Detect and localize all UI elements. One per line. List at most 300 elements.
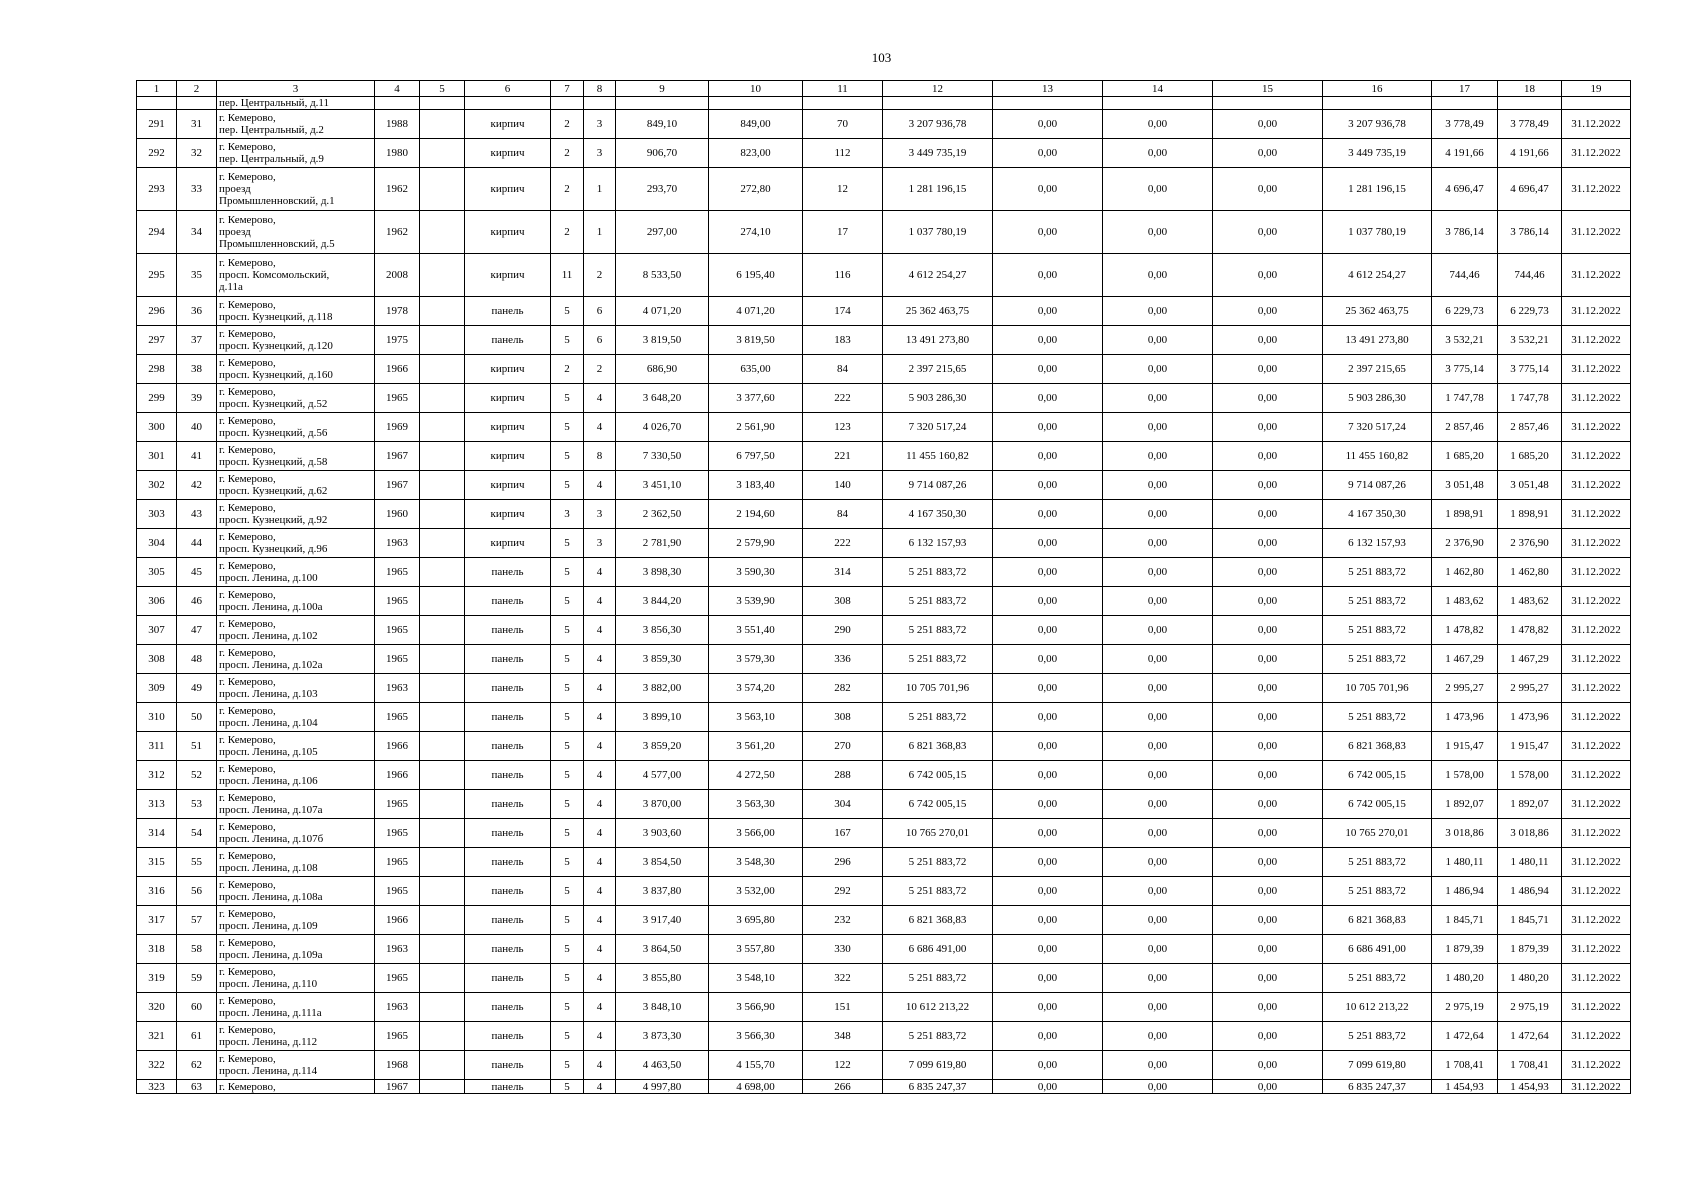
cell [177,97,217,110]
row-number-cell: 306 [137,587,177,616]
unit-cost-cell: 1 473,96 [1498,703,1562,732]
row-number-cell: 291 [137,110,177,139]
material-cell: панель [465,645,551,674]
address-line: г. Кемерово, [219,141,276,153]
floors-cell: 5 [551,1022,584,1051]
row-number-cell: 298 [137,355,177,384]
item-number-cell: 48 [177,645,217,674]
empty-cell [420,110,465,139]
total-cost-cell: 7 099 619,80 [883,1051,993,1080]
cost-cell: 0,00 [1103,413,1213,442]
cost-cell: 0,00 [993,819,1103,848]
table-row [137,500,1631,529]
table-row [137,906,1631,935]
living-area-cell: 3 566,00 [709,819,803,848]
cost-cell: 0,00 [1213,674,1323,703]
living-area-cell: 3 563,10 [709,703,803,732]
unit-cost-cell: 4 191,66 [1432,139,1498,168]
address-cell [217,1080,375,1094]
unit-cost-cell: 1 486,94 [1432,877,1498,906]
cost-cell: 0,00 [993,384,1103,413]
total-cost-cell: 10 705 701,96 [883,674,993,703]
cost-cell: 7 099 619,80 [1323,1051,1432,1080]
total-cost-cell: 5 251 883,72 [883,645,993,674]
living-area-cell: 3 561,20 [709,732,803,761]
entrances-cell: 3 [584,110,616,139]
residents-cell: 12 [803,168,883,211]
item-number-cell: 54 [177,819,217,848]
table-row [137,110,1631,139]
address-line: г. Кемерово, [219,299,276,311]
residents-cell: 304 [803,790,883,819]
date-cell: 31.12.2022 [1562,761,1631,790]
date-cell: 31.12.2022 [1562,529,1631,558]
living-area-cell: 6 195,40 [709,254,803,297]
table-row [137,674,1631,703]
total-cost-cell: 5 251 883,72 [883,587,993,616]
address-cell [217,819,375,848]
cost-cell: 0,00 [1103,732,1213,761]
address-cell [217,616,375,645]
empty-cell [420,587,465,616]
cost-cell: 0,00 [993,674,1103,703]
entrances-cell: 8 [584,442,616,471]
cost-cell: 6 742 005,15 [1323,790,1432,819]
address-line: просп. Ленина, д.108а [219,891,323,903]
cost-cell: 0,00 [993,732,1103,761]
row-number-cell: 295 [137,254,177,297]
address-cell [217,355,375,384]
date-cell: 31.12.2022 [1562,616,1631,645]
total-area-cell: 3 648,20 [616,384,709,413]
unit-cost-cell: 1 898,91 [1432,500,1498,529]
unit-cost-cell: 3 018,86 [1498,819,1562,848]
table-row [137,384,1631,413]
cost-cell: 5 251 883,72 [1323,1022,1432,1051]
row-number-cell: 320 [137,993,177,1022]
total-area-cell: 4 463,50 [616,1051,709,1080]
year-cell: 1965 [375,384,420,413]
floors-cell: 2 [551,355,584,384]
floors-cell: 5 [551,587,584,616]
cost-cell: 0,00 [993,168,1103,211]
living-area-cell: 849,00 [709,110,803,139]
cost-cell: 0,00 [1103,297,1213,326]
cost-cell: 0,00 [993,139,1103,168]
table-row [137,139,1631,168]
empty-cell [420,645,465,674]
item-number-cell: 35 [177,254,217,297]
cost-cell: 0,00 [993,790,1103,819]
total-cost-cell: 6 821 368,83 [883,906,993,935]
unit-cost-cell: 1 915,47 [1432,732,1498,761]
date-cell: 31.12.2022 [1562,819,1631,848]
table-row [137,732,1631,761]
cell [465,97,551,110]
year-cell: 1962 [375,211,420,254]
address-cell [217,471,375,500]
cost-cell: 0,00 [1103,616,1213,645]
item-number-cell: 56 [177,877,217,906]
unit-cost-cell: 1 472,64 [1498,1022,1562,1051]
empty-cell [420,254,465,297]
cost-cell: 7 320 517,24 [1323,413,1432,442]
cost-cell: 0,00 [993,935,1103,964]
floors-cell: 5 [551,819,584,848]
unit-cost-cell: 3 775,14 [1432,355,1498,384]
cost-cell: 0,00 [1213,616,1323,645]
material-cell: панель [465,993,551,1022]
table-row [137,1022,1631,1051]
cost-cell: 5 251 883,72 [1323,877,1432,906]
date-cell: 31.12.2022 [1562,442,1631,471]
unit-cost-cell: 1 747,78 [1498,384,1562,413]
cost-cell: 0,00 [993,297,1103,326]
cost-cell: 0,00 [1213,790,1323,819]
cost-cell: 0,00 [1213,1051,1323,1080]
address-line: просп. Комсомольский, [219,269,330,281]
year-cell: 1960 [375,500,420,529]
address-line: г. Кемерово, [219,1080,276,1093]
cost-cell: 0,00 [1213,819,1323,848]
floors-cell: 5 [551,1080,584,1094]
cost-cell: 4 612 254,27 [1323,254,1432,297]
cost-cell: 0,00 [1213,168,1323,211]
unit-cost-cell: 1 747,78 [1432,384,1498,413]
row-number-cell: 300 [137,413,177,442]
unit-cost-cell: 1 578,00 [1498,761,1562,790]
address-line: г. Кемерово, [219,386,276,398]
total-cost-cell: 6 132 157,93 [883,529,993,558]
table-row [137,326,1631,355]
row-number-cell: 303 [137,500,177,529]
address-line: просп. Ленина, д.114 [219,1065,318,1077]
address-cell [217,645,375,674]
row-number-cell: 299 [137,384,177,413]
year-cell: 1968 [375,1051,420,1080]
cost-cell: 25 362 463,75 [1323,297,1432,326]
living-area-cell: 3 566,30 [709,1022,803,1051]
unit-cost-cell: 3 775,14 [1498,355,1562,384]
living-area-cell: 2 561,90 [709,413,803,442]
cost-cell: 0,00 [1103,1022,1213,1051]
entrances-cell: 1 [584,168,616,211]
date-cell: 31.12.2022 [1562,645,1631,674]
material-cell: кирпич [465,139,551,168]
empty-cell [420,442,465,471]
total-area-cell: 4 997,80 [616,1080,709,1094]
address-line: проезд [219,183,251,195]
cost-cell: 0,00 [1213,442,1323,471]
cost-cell: 0,00 [993,211,1103,254]
column-number-header: 15 [1213,81,1323,97]
unit-cost-cell: 3 786,14 [1498,211,1562,254]
year-cell: 1965 [375,1022,420,1051]
year-cell: 1965 [375,790,420,819]
floors-cell: 5 [551,384,584,413]
item-number-cell: 49 [177,674,217,703]
unit-cost-cell: 1 685,20 [1498,442,1562,471]
residents-cell: 123 [803,413,883,442]
entrances-cell: 4 [584,413,616,442]
total-cost-cell: 10 765 270,01 [883,819,993,848]
entrances-cell: 4 [584,935,616,964]
cost-cell: 0,00 [1213,906,1323,935]
residents-cell: 70 [803,110,883,139]
year-cell: 1965 [375,645,420,674]
material-cell: кирпич [465,500,551,529]
empty-cell [420,471,465,500]
cost-cell: 0,00 [1213,384,1323,413]
address-line: г. Кемерово, [219,676,276,688]
unit-cost-cell: 3 051,48 [1432,471,1498,500]
material-cell: панель [465,616,551,645]
address-cell [217,168,375,211]
material-cell: панель [465,964,551,993]
cost-cell: 1 037 780,19 [1323,211,1432,254]
total-cost-cell: 6 821 368,83 [883,732,993,761]
address-line: г. Кемерово, [219,763,276,775]
table-row [137,297,1631,326]
floors-cell: 5 [551,558,584,587]
address-line: просп. Ленина, д.102а [219,659,323,671]
empty-cell [420,935,465,964]
residents-cell: 288 [803,761,883,790]
residents-cell: 290 [803,616,883,645]
material-cell: кирпич [465,442,551,471]
address-line: г. Кемерово, [219,257,276,269]
table-row [137,877,1631,906]
floors-cell: 5 [551,790,584,819]
address-line: г. Кемерово, [219,937,276,949]
total-area-cell: 3 837,80 [616,877,709,906]
empty-cell [420,297,465,326]
empty-cell [420,993,465,1022]
total-area-cell: 3 451,10 [616,471,709,500]
total-area-cell: 3 870,00 [616,790,709,819]
cost-cell: 0,00 [993,355,1103,384]
total-area-cell: 3 855,80 [616,964,709,993]
unit-cost-cell: 2 857,46 [1432,413,1498,442]
item-number-cell: 32 [177,139,217,168]
year-cell: 2008 [375,254,420,297]
residents-cell: 122 [803,1051,883,1080]
row-number-cell: 323 [137,1080,177,1094]
year-cell: 1963 [375,529,420,558]
material-cell: кирпич [465,529,551,558]
material-cell: кирпич [465,110,551,139]
date-cell: 31.12.2022 [1562,906,1631,935]
total-cost-cell: 13 491 273,80 [883,326,993,355]
item-number-cell: 50 [177,703,217,732]
cost-cell: 5 251 883,72 [1323,587,1432,616]
year-cell: 1963 [375,674,420,703]
page-number: 103 [871,50,892,65]
date-cell: 31.12.2022 [1562,471,1631,500]
cell [616,97,709,110]
column-number-header: 18 [1498,81,1562,97]
living-area-cell: 635,00 [709,355,803,384]
address-line: г. Кемерово, [219,589,276,601]
total-area-cell: 8 533,50 [616,254,709,297]
cost-cell: 13 491 273,80 [1323,326,1432,355]
table-row [137,254,1631,297]
date-cell: 31.12.2022 [1562,297,1631,326]
total-cost-cell: 6 686 491,00 [883,935,993,964]
empty-cell [420,529,465,558]
year-cell: 1965 [375,703,420,732]
table-row [137,645,1631,674]
unit-cost-cell: 1 480,20 [1432,964,1498,993]
cost-cell: 0,00 [993,1080,1103,1094]
empty-cell [420,139,465,168]
unit-cost-cell: 2 376,90 [1498,529,1562,558]
cost-cell: 0,00 [1213,297,1323,326]
unit-cost-cell: 1 483,62 [1432,587,1498,616]
item-number-cell: 60 [177,993,217,1022]
item-number-cell: 38 [177,355,217,384]
cost-cell: 0,00 [1213,848,1323,877]
cost-cell: 5 903 286,30 [1323,384,1432,413]
cost-cell: 0,00 [1213,935,1323,964]
cost-cell: 0,00 [1103,906,1213,935]
address-line: г. Кемерово, [219,908,276,920]
address-line: г. Кемерово, [219,444,276,456]
column-number-header: 2 [177,81,217,97]
total-cost-cell: 5 251 883,72 [883,558,993,587]
living-area-cell: 3 548,30 [709,848,803,877]
total-cost-cell: 25 362 463,75 [883,297,993,326]
empty-cell [420,674,465,703]
material-cell: кирпич [465,355,551,384]
unit-cost-cell: 1 879,39 [1432,935,1498,964]
entrances-cell: 4 [584,993,616,1022]
cost-cell: 6 132 157,93 [1323,529,1432,558]
material-cell: кирпич [465,211,551,254]
address-cell [217,110,375,139]
cost-cell: 2 397 215,65 [1323,355,1432,384]
column-number-header: 13 [993,81,1103,97]
material-cell: панель [465,1051,551,1080]
unit-cost-cell: 4 191,66 [1498,139,1562,168]
unit-cost-cell: 1 708,41 [1432,1051,1498,1080]
year-cell: 1962 [375,168,420,211]
cost-cell: 0,00 [1103,761,1213,790]
date-cell: 31.12.2022 [1562,211,1631,254]
residents-cell: 282 [803,674,883,703]
item-number-cell: 45 [177,558,217,587]
cost-cell: 5 251 883,72 [1323,645,1432,674]
column-number-header: 12 [883,81,993,97]
unit-cost-cell: 4 696,47 [1432,168,1498,211]
unit-cost-cell: 2 995,27 [1498,674,1562,703]
cost-cell: 0,00 [993,848,1103,877]
entrances-cell: 2 [584,355,616,384]
residents-cell: 167 [803,819,883,848]
item-number-cell: 61 [177,1022,217,1051]
address-cell [217,848,375,877]
year-cell: 1967 [375,471,420,500]
living-area-cell: 6 797,50 [709,442,803,471]
entrances-cell: 4 [584,674,616,703]
cost-cell: 6 821 368,83 [1323,906,1432,935]
total-area-cell: 7 330,50 [616,442,709,471]
floors-cell: 5 [551,471,584,500]
residents-cell: 322 [803,964,883,993]
item-number-cell: 52 [177,761,217,790]
unit-cost-cell: 1 480,20 [1498,964,1562,993]
living-area-cell: 3 532,00 [709,877,803,906]
empty-cell [420,964,465,993]
total-area-cell: 2 362,50 [616,500,709,529]
residents-cell: 232 [803,906,883,935]
table-row [137,355,1631,384]
cell [1213,97,1323,110]
item-number-cell: 62 [177,1051,217,1080]
unit-cost-cell: 1 845,71 [1432,906,1498,935]
cell [1498,97,1562,110]
total-area-cell: 849,10 [616,110,709,139]
cost-cell: 0,00 [1103,110,1213,139]
address-cell [217,993,375,1022]
unit-cost-cell: 1 480,11 [1432,848,1498,877]
year-cell: 1965 [375,877,420,906]
total-cost-cell: 2 397 215,65 [883,355,993,384]
empty-cell [420,500,465,529]
item-number-cell: 51 [177,732,217,761]
row-number-cell: 305 [137,558,177,587]
material-cell: панель [465,790,551,819]
unit-cost-cell: 1 467,29 [1432,645,1498,674]
empty-cell [420,877,465,906]
cost-cell: 0,00 [1213,1080,1323,1094]
total-area-cell: 3 917,40 [616,906,709,935]
year-cell: 1965 [375,848,420,877]
cost-cell: 0,00 [1213,761,1323,790]
living-area-cell: 3 579,30 [709,645,803,674]
empty-cell [420,168,465,211]
table-row [137,790,1631,819]
living-area-cell: 272,80 [709,168,803,211]
date-cell: 31.12.2022 [1562,139,1631,168]
address-line: просп. Ленина, д.109 [219,920,318,932]
living-area-cell: 3 566,90 [709,993,803,1022]
living-area-cell: 3 539,90 [709,587,803,616]
column-number-header: 3 [217,81,375,97]
address-line: просп. Ленина, д.105 [219,746,318,758]
living-area-cell: 3 563,30 [709,790,803,819]
entrances-cell: 2 [584,254,616,297]
living-area-cell: 2 579,90 [709,529,803,558]
cost-cell: 0,00 [1103,326,1213,355]
cost-cell: 5 251 883,72 [1323,616,1432,645]
total-area-cell: 3 859,30 [616,645,709,674]
total-area-cell: 3 898,30 [616,558,709,587]
date-cell: 31.12.2022 [1562,848,1631,877]
entrances-cell: 4 [584,616,616,645]
year-cell: 1969 [375,413,420,442]
total-cost-cell: 4 612 254,27 [883,254,993,297]
row-number-cell: 309 [137,674,177,703]
address-cell [217,139,375,168]
continuation-row [137,97,1631,110]
unit-cost-cell: 1 454,93 [1498,1080,1562,1094]
cost-cell: 0,00 [1213,703,1323,732]
table-row [137,1080,1631,1094]
cost-cell: 0,00 [1213,254,1323,297]
date-cell: 31.12.2022 [1562,413,1631,442]
table-row [137,442,1631,471]
